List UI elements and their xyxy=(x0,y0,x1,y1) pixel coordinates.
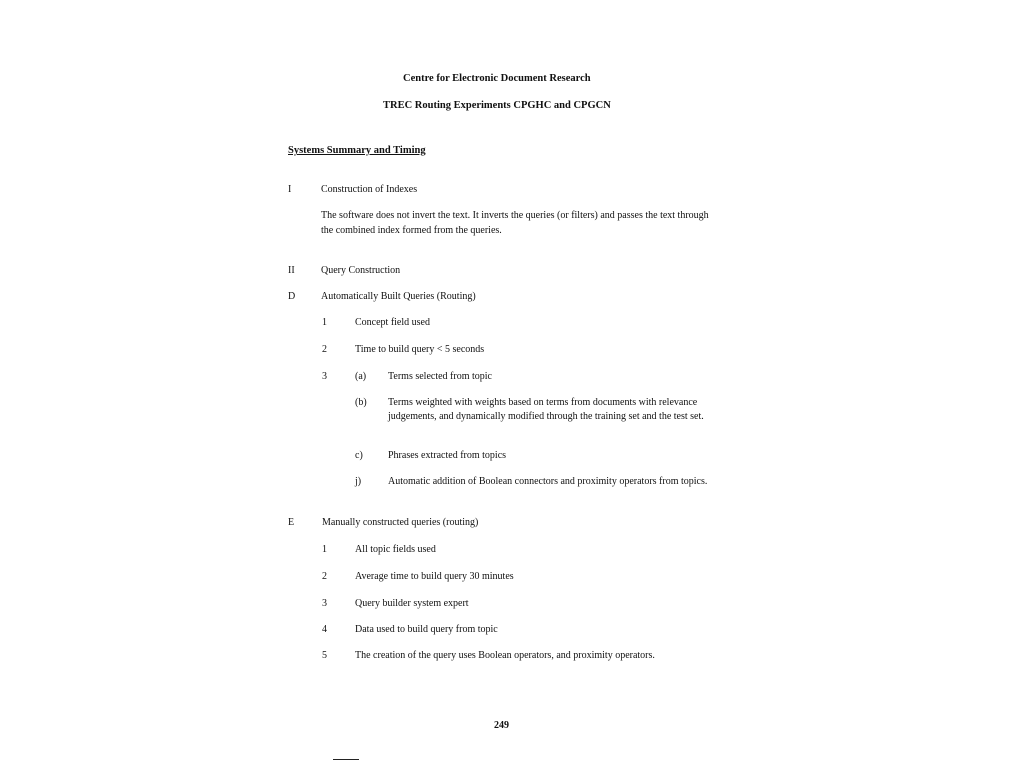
part-e-numeral: E xyxy=(288,517,295,528)
part-e-item-2-num: 2 xyxy=(322,571,327,582)
part-i-numeral: I xyxy=(288,184,292,195)
part-e-title: Manually constructed queries (routing) xyxy=(322,517,479,528)
part-e-item-4-text: Data used to build query from topic xyxy=(355,624,498,635)
part-d-item-3-num: 3 xyxy=(322,371,327,382)
subitem-c-label: c) xyxy=(355,450,363,461)
org-title: Centre for Electronic Document Research xyxy=(403,73,591,84)
part-e-item-2-text: Average time to build query 30 minutes xyxy=(355,571,514,582)
subitem-b-text: Terms weighted with weights based on terms from documents with relevance judgements, and dynamically modified through the training set and the test set. xyxy=(388,397,704,422)
part-d-item-1-num: 1 xyxy=(322,317,327,328)
part-e-item-4-num: 4 xyxy=(322,624,327,635)
page-number: 249 xyxy=(494,720,509,731)
subitem-j-text: Automatic addition of Boolean connectors and proximity operators from topics. xyxy=(388,476,708,487)
experiment-title: TREC Routing Experiments CPGHC and CPGCN xyxy=(383,100,611,111)
part-d-title: Automatically Built Queries (Routing) xyxy=(321,291,476,302)
part-e-item-1-num: 1 xyxy=(322,544,327,555)
part-e-item-5-text: The creation of the query uses Boolean operators, and proximity operators. xyxy=(355,650,655,661)
part-d-item-2-num: 2 xyxy=(322,344,327,355)
footnote-rule xyxy=(333,759,359,760)
part-ii-title: Query Construction xyxy=(321,265,401,276)
subitem-c-text: Phrases extracted from topics xyxy=(388,450,507,461)
subitem-j-label: j) xyxy=(355,476,362,487)
part-d-item-2-text: Time to build query < 5 seconds xyxy=(355,344,485,355)
subitem-b-label: (b) xyxy=(355,397,367,408)
part-i-title: Construction of Indexes xyxy=(321,184,418,195)
part-ii-numeral: II xyxy=(288,265,295,276)
part-e-item-5-num: 5 xyxy=(322,650,327,661)
part-e-item-3-text: Query builder system expert xyxy=(355,598,469,609)
part-e-item-3-num: 3 xyxy=(322,598,327,609)
part-d-numeral: D xyxy=(288,291,296,302)
section-heading: Systems Summary and Timing xyxy=(288,145,426,156)
subitem-a-text: Terms selected from topic xyxy=(388,371,492,382)
part-e-item-1-text: All topic fields used xyxy=(355,544,436,555)
subitem-a-label: (a) xyxy=(355,371,367,382)
part-d-item-1-text: Concept field used xyxy=(355,317,430,328)
part-i-paragraph: The software does not invert the text. It inverts the queries (or filters) and passes the text through the combined index formed from the queries. xyxy=(321,210,709,236)
